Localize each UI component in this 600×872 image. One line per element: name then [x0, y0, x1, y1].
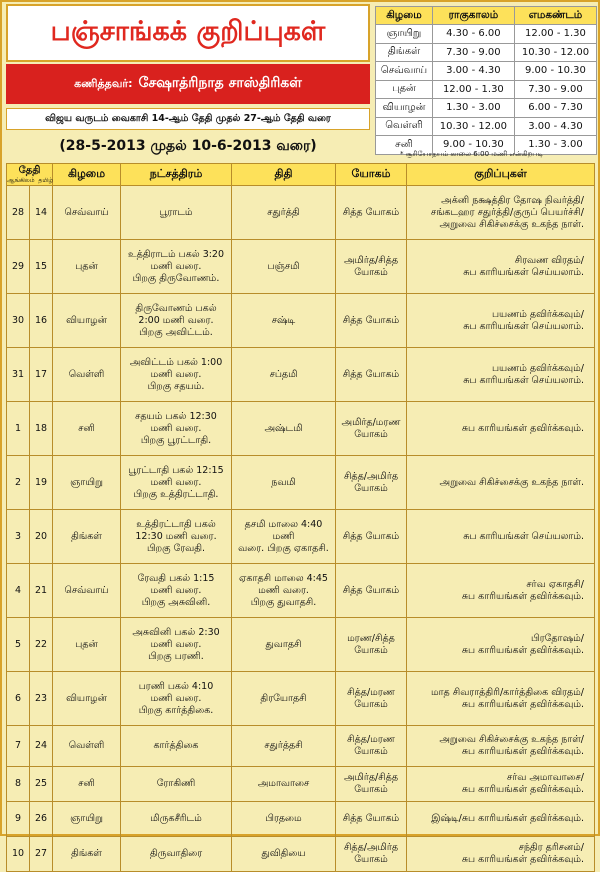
- rahu-cell-day: சனி: [376, 136, 433, 155]
- cell-notes: அறுவை சிகிச்சைக்கு உகந்த நாள்.: [407, 456, 595, 510]
- cell-date-ta: 23: [30, 672, 53, 726]
- cell-day: சனி: [53, 767, 121, 802]
- cell-day: ஞாயிறு: [53, 802, 121, 837]
- cell-notes: சர்வ ஏகாதசி/ சுப காரியங்கள் தவிர்க்கவும்.: [407, 564, 595, 618]
- table-row: [7, 767, 595, 802]
- period-english: (28-5-2013 முதல் 10-6-2013 வரை): [59, 138, 317, 154]
- rahu-cell-yama: 6.00 - 7.30: [514, 99, 596, 118]
- table-row: [7, 510, 595, 564]
- sunrise-note: * சூரியோதயம் காலை 6:00 மணி என்கிறபடி: [400, 150, 544, 158]
- header-yogam: யோகம்: [336, 164, 407, 186]
- cell-notes: சிரவண விரதம்/ சுப காரியங்கள் செய்யலாம்.: [407, 240, 595, 294]
- table-row: [7, 240, 595, 294]
- cell-yogam: சித்த யோகம்: [336, 510, 407, 564]
- cell-date-ta: 20: [30, 510, 53, 564]
- header-date-sub-ta: தமிழ்: [38, 177, 54, 184]
- cell-date-ta: 16: [30, 294, 53, 348]
- cell-notes: இஷ்டி/சுப காரியங்கள் தவிர்க்கவும்.: [407, 802, 595, 837]
- rahu-row: [376, 25, 597, 44]
- rahu-cell-yama: 9.00 - 10.30: [514, 62, 596, 81]
- header-date: [7, 164, 53, 186]
- rahu-row: [376, 99, 597, 118]
- rahu-header-row: [376, 7, 597, 25]
- rahu-row: [376, 43, 597, 62]
- cell-day: புதன்: [53, 618, 121, 672]
- cell-date-ta: 26: [30, 802, 53, 837]
- rahu-row: [376, 117, 597, 136]
- cell-notes: பிரதோஷம்/ சுப காரியங்கள் தவிர்க்கவும்.: [407, 618, 595, 672]
- table-row: [7, 564, 595, 618]
- cell-tithi: சதுர்த்தசி: [232, 726, 336, 767]
- cell-tithi: சதுர்த்தி: [232, 186, 336, 240]
- cell-yogam: சித்த/மரண யோகம்: [336, 726, 407, 767]
- cell-yogam: மரண/சித்த யோகம்: [336, 618, 407, 672]
- cell-star: அவிட்டம் பகல் 1:00 மணி வரை. பிறகு சதயம்.: [121, 348, 232, 402]
- author-banner: [6, 64, 370, 104]
- cell-date-en: 10: [7, 837, 30, 872]
- rahu-body: [376, 25, 597, 155]
- rahu-cell-rahu: 7.30 - 9.00: [432, 43, 514, 62]
- cell-tithi: அமாவாசை: [232, 767, 336, 802]
- cell-yogam: சித்த யோகம்: [336, 564, 407, 618]
- header-tithi: திதி: [232, 164, 336, 186]
- cell-date-en: 7: [7, 726, 30, 767]
- cell-day: திங்கள்: [53, 510, 121, 564]
- author-name: சேஷாத்ரிநாத சாஸ்திரிகள்: [138, 75, 302, 91]
- cell-notes: அக்னி நக்ஷத்திர தோஷ நிவர்த்தி/ சங்கடஹர சதுர்த்தி/குருப் பெயர்ச்சி/ அறுவை சிகிச்சைக்கு உகந்த நாள்.: [407, 186, 595, 240]
- cell-star: பரணி பகல் 4:10 மணி வரை. பிறகு கார்த்திகை.: [121, 672, 232, 726]
- cell-notes: சுப காரியங்கள் செய்யலாம்.: [407, 510, 595, 564]
- cell-date-ta: 27: [30, 837, 53, 872]
- header-date-sub-en: ஆங்கிலம்: [7, 177, 35, 184]
- cell-date-en: 9: [7, 802, 30, 837]
- cell-star: சதயம் பகல் 12:30 மணி வரை. பிறகு பூரட்டாதி.: [121, 402, 232, 456]
- cell-notes: பயணம் தவிர்க்கவும்/ சுப காரியங்கள் செய்யலாம்.: [407, 348, 595, 402]
- cell-tithi: நவமி: [232, 456, 336, 510]
- rahu-cell-rahu: 3.00 - 4.30: [432, 62, 514, 81]
- rahu-cell-day: வியாழன்: [376, 99, 433, 118]
- table-row: [7, 294, 595, 348]
- cell-star: பூராடம்: [121, 186, 232, 240]
- table-row: [7, 837, 595, 872]
- rahu-kalam-table: [375, 6, 597, 155]
- cell-star: மிருகசீரிடம்: [121, 802, 232, 837]
- cell-notes: சுப காரியங்கள் தவிர்க்கவும்.: [407, 402, 595, 456]
- cell-date-en: 4: [7, 564, 30, 618]
- cell-date-en: 29: [7, 240, 30, 294]
- cell-day: புதன்: [53, 240, 121, 294]
- header: [4, 4, 372, 160]
- cell-date-en: 28: [7, 186, 30, 240]
- cell-day: வியாழன்: [53, 672, 121, 726]
- rahu-cell-yama: 10.30 - 12.00: [514, 43, 596, 62]
- cell-notes: சந்திர தரிசனம்/ சுப காரியங்கள் தவிர்க்கவும்.: [407, 837, 595, 872]
- rahu-cell-day: செவ்வாய்: [376, 62, 433, 81]
- cell-star: திருவோணம் பகல் 2:00 மணி வரை. பிறகு அவிட்டம்.: [121, 294, 232, 348]
- cell-date-ta: 22: [30, 618, 53, 672]
- cell-notes: பயணம் தவிர்க்கவும்/ சுப காரியங்கள் செய்யலாம்.: [407, 294, 595, 348]
- cell-date-ta: 17: [30, 348, 53, 402]
- rahu-cell-rahu: 12.00 - 1.30: [432, 80, 514, 99]
- cell-yogam: சித்த யோகம்: [336, 348, 407, 402]
- rahu-cell-rahu: 1.30 - 3.00: [432, 99, 514, 118]
- cell-yogam: சித்த/அமிர்த யோகம்: [336, 456, 407, 510]
- cell-date-en: 3: [7, 510, 30, 564]
- cell-notes: மாத சிவராத்திரி/கார்த்திகை விரதம்/ சுப காரியங்கள் தவிர்க்கவும்.: [407, 672, 595, 726]
- header-date-sub: [7, 177, 52, 184]
- cell-day: திங்கள்: [53, 837, 121, 872]
- rahu-cell-rahu: 10.30 - 12.00: [432, 117, 514, 136]
- cell-yogam: அமிர்த/மரண யோகம்: [336, 402, 407, 456]
- cell-date-en: 5: [7, 618, 30, 672]
- rahu-cell-yama: 12.00 - 1.30: [514, 25, 596, 44]
- table-row: [7, 402, 595, 456]
- cell-tithi: அஷ்டமி: [232, 402, 336, 456]
- cell-day: சனி: [53, 402, 121, 456]
- rahu-cell-yama: 1.30 - 3.00: [514, 136, 596, 155]
- cell-tithi: பஞ்சமி: [232, 240, 336, 294]
- table-row: [7, 348, 595, 402]
- rahu-cell-yama: 7.30 - 9.00: [514, 80, 596, 99]
- header-star: நட்சத்திரம்: [121, 164, 232, 186]
- header-day: கிழமை: [53, 164, 121, 186]
- table-row: [7, 726, 595, 767]
- cell-tithi: துவிதியை: [232, 837, 336, 872]
- cell-yogam: சித்த யோகம்: [336, 802, 407, 837]
- rahu-cell-rahu: 4.30 - 6.00: [432, 25, 514, 44]
- cell-day: செவ்வாய்: [53, 564, 121, 618]
- cell-tithi: சப்தமி: [232, 348, 336, 402]
- cell-date-en: 2: [7, 456, 30, 510]
- main-header-row: [7, 164, 595, 186]
- rahu-header-yama: எமகண்டம்: [514, 7, 596, 25]
- rahu-cell-day: ஞாயிறு: [376, 25, 433, 44]
- cell-date-ta: 21: [30, 564, 53, 618]
- header-date-label: தேதி: [18, 165, 41, 176]
- cell-day: வெள்ளி: [53, 726, 121, 767]
- cell-date-ta: 14: [30, 186, 53, 240]
- rahu-cell-day: வெள்ளி: [376, 117, 433, 136]
- cell-yogam: சித்த யோகம்: [336, 186, 407, 240]
- cell-tithi: துவாதசி: [232, 618, 336, 672]
- rahu-cell-rahu: 9.00 - 10.30: [432, 136, 514, 155]
- cell-tithi: திரயோதசி: [232, 672, 336, 726]
- cell-date-ta: 19: [30, 456, 53, 510]
- cell-date-en: 31: [7, 348, 30, 402]
- cell-notes: அறுவை சிகிச்சைக்கு உகந்த நாள்/ சுப காரியங்கள் தவிர்க்கவும்.: [407, 726, 595, 767]
- rahu-cell-yama: 3.00 - 4.30: [514, 117, 596, 136]
- rahu-row: [376, 62, 597, 81]
- cell-date-en: 30: [7, 294, 30, 348]
- cell-date-ta: 15: [30, 240, 53, 294]
- cell-star: ரோகிணி: [121, 767, 232, 802]
- cell-tithi: பிரதமை: [232, 802, 336, 837]
- cell-star: திருவாதிரை: [121, 837, 232, 872]
- table-row: [7, 456, 595, 510]
- cell-day: வெள்ளி: [53, 348, 121, 402]
- cell-star: உத்திராடம் பகல் 3:20 மணி வரை. பிறகு திருவோணம்.: [121, 240, 232, 294]
- cell-star: பூரட்டாதி பகல் 12:15 மணி வரை. பிறகு உத்திரட்டாதி.: [121, 456, 232, 510]
- cell-yogam: அமிர்த/சித்த யோகம்: [336, 767, 407, 802]
- rahu-cell-day: புதன்: [376, 80, 433, 99]
- cell-date-en: 8: [7, 767, 30, 802]
- cell-star: கார்த்திகை: [121, 726, 232, 767]
- cell-date-ta: 18: [30, 402, 53, 456]
- cell-date-en: 1: [7, 402, 30, 456]
- author-prefix: கணித்தவர்:: [74, 76, 133, 90]
- cell-day: ஞாயிறு: [53, 456, 121, 510]
- cell-date-ta: 25: [30, 767, 53, 802]
- title-box: [6, 4, 370, 62]
- cell-yogam: சித்த/அமிர்த யோகம்: [336, 837, 407, 872]
- panchangam-table: [6, 163, 595, 872]
- cell-yogam: அமிர்த/சித்த யோகம்: [336, 240, 407, 294]
- cell-yogam: சித்த/மரண யோகம்: [336, 672, 407, 726]
- cell-day: செவ்வாய்: [53, 186, 121, 240]
- table-row: [7, 186, 595, 240]
- header-notes: குறிப்புகள்: [407, 164, 595, 186]
- cell-yogam: சித்த யோகம்: [336, 294, 407, 348]
- rahu-header-day: கிழமை: [376, 7, 433, 25]
- rahu-header-rahu: ராகுகாலம்: [432, 7, 514, 25]
- cell-notes: சர்வ அமாவாசை/ சுப காரியங்கள் தவிர்க்கவும்.: [407, 767, 595, 802]
- rahu-cell-day: திங்கள்: [376, 43, 433, 62]
- cell-tithi: சஷ்டி: [232, 294, 336, 348]
- cell-day: வியாழன்: [53, 294, 121, 348]
- cell-date-ta: 24: [30, 726, 53, 767]
- main-body: [7, 186, 595, 872]
- table-row: [7, 672, 595, 726]
- rahu-row: [376, 80, 597, 99]
- table-row: [7, 618, 595, 672]
- cell-date-en: 6: [7, 672, 30, 726]
- cell-tithi: ஏகாதசி மாலை 4:45 மணி வரை. பிறகு துவாதசி.: [232, 564, 336, 618]
- cell-star: ரேவதி பகல் 1:15 மணி வரை. பிறகு அசுவினி.: [121, 564, 232, 618]
- cell-star: அசுவினி பகல் 2:30 மணி வரை. பிறகு பரணி.: [121, 618, 232, 672]
- cell-tithi: தசமி மாலை 4:40 மணி வரை. பிறகு ஏகாதசி.: [232, 510, 336, 564]
- period-tamil: விஜய வருடம் வைகாசி 14-ஆம் தேதி முதல் 27-ஆம் தேதி வரை: [6, 108, 370, 130]
- page-title: பஞ்சாங்கக் குறிப்புகள்: [50, 15, 326, 47]
- table-row: [7, 802, 595, 837]
- cell-star: உத்திரட்டாதி பகல் 12:30 மணி வரை. பிறகு ரேவதி.: [121, 510, 232, 564]
